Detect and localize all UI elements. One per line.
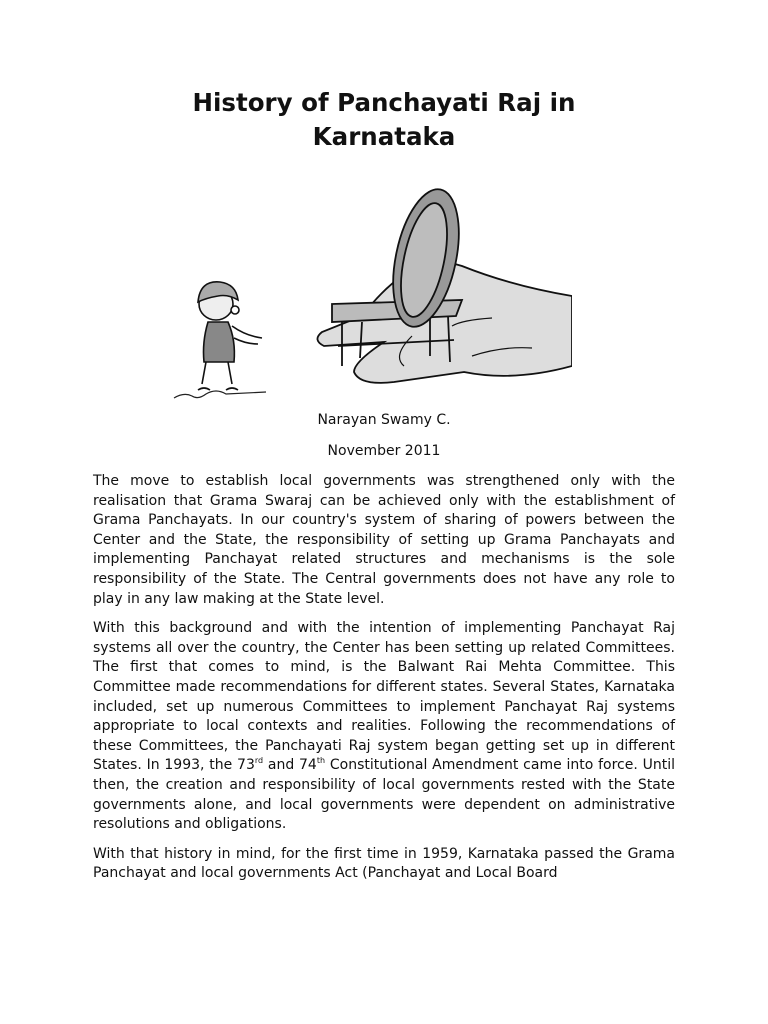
publication-date: November 2011 <box>327 443 441 459</box>
title-line-2: Karnataka <box>312 122 456 151</box>
paragraph-3: With that history in mind, for the first time in 1959, Karnataka passed the Grama Panchayat and local governments Act (Panchayat and Local Board <box>93 845 675 882</box>
paragraph-2 <box>93 619 675 835</box>
title-line-1: History of Panchayati Raj in <box>192 88 576 117</box>
document-title <box>0 86 768 154</box>
superscript-th: th <box>316 756 326 766</box>
document-body <box>93 472 675 894</box>
paragraph-2-part-b: and 74 <box>263 757 317 774</box>
superscript-rd: rd <box>254 756 264 766</box>
paragraph-2-part-a: With this background and with the intention of implementing Panchayat Raj systems all over the country, the Center has been setting up related Committees. The first that comes to mind, is the Balwant Rai Mehta Committee. This Committee made recommendations for different states. Several States, Karnataka included, set up numerous Committees to implement Panchayat Raj systems appropriate to local contexts and realities. Following the recommendations of these Committees, the Panchayati Raj system began getting set up in different States. In 1993, the 73 <box>93 620 675 774</box>
paragraph-2-part-c: Constitutional Amendment came into force. Until then, the creation and responsibility of local governments rested with the State governments alone, and local governments were dependent on administrative resolutions and obligations. <box>93 757 675 833</box>
paragraph-1: The move to establish local governments was strengthened only with the realisation that Grama Swaraj can be achieved only with the establishment of Grama Panchayats. In our country's system of sharing of powers between the Center and the State, the responsibility of setting up Grama Panchayats and implementing Panchayat related structures and mechanisms is the sole responsibility of the State. The Central governments does not have any role to play in any law making at the State level. <box>93 473 675 607</box>
cartoon-boy-and-giant-hand-with-chair-icon <box>172 186 572 408</box>
author-name: Narayan Swamy C. <box>317 412 451 428</box>
